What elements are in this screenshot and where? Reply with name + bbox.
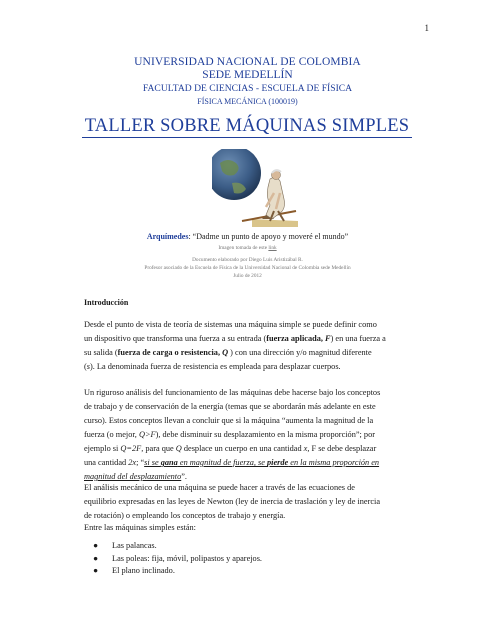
archimedes-illustration xyxy=(212,149,302,227)
p3-line-3: de rotación) o empleando los conceptos de trabajo y energía. xyxy=(84,511,286,520)
p2-line-1: Un riguroso análisis del funcionamiento de las máquinas debe hacerse bajo los conceptos xyxy=(84,388,381,397)
p3-line-1: El análisis mecánico de una máquina se puede hacer a través de las ecuaciones de xyxy=(84,483,355,492)
section-heading-introduccion: Introducción xyxy=(84,298,129,307)
intro-line-2: un dispositivo que transforma una fuerza a su entrada (fuerza aplicada, F) en una fuerza a xyxy=(84,334,386,343)
p2-line-3: curso). Estos conceptos llevan a concluir que si la máquina “aumenta la magnitud de la xyxy=(84,416,374,425)
intro-line-4: (s). La denominada fuerza de resistencia es empleada para desplazar cuerpos. xyxy=(84,362,341,371)
p3-line-2: equilibrio expresadas en las leyes de Newton (ley de inercia de traslación y ley de inercia xyxy=(84,497,381,506)
paragraph-intro xyxy=(84,318,425,374)
list-item: ● El plano inclinado. xyxy=(84,565,262,578)
p2-line-4: fuerza (o mejor, Q>F), debe disminuir su desplazamiento en la misma proporción”; por xyxy=(84,430,375,439)
sede-name: SEDE MEDELLÍN xyxy=(202,69,293,81)
date-line: Julio de 2012 xyxy=(233,273,262,279)
list-item: ● Las palancas. xyxy=(84,540,262,553)
image-credit-text: Imagen tomada de este xyxy=(218,245,269,251)
title-underline xyxy=(82,137,412,138)
bullet-icon: ● xyxy=(93,553,99,563)
image-credit-link[interactable]: link xyxy=(268,245,277,251)
paragraph-list-intro: Entre las máquinas simples están: xyxy=(84,523,196,532)
p2-line-2: de trabajo y de conservación de la energía (temas que se abordarán más adelante en este xyxy=(84,402,376,411)
author-line: Documento elaborado por Diego Luis Aristizábal R. xyxy=(192,257,303,263)
simple-machines-list xyxy=(84,540,262,578)
p2-line-7: magnitud del desplazamiento”. xyxy=(84,472,188,481)
document-header xyxy=(0,56,495,106)
caption-label: Arquímedes xyxy=(146,232,189,241)
university-name: UNIVERSIDAD NACIONAL DE COLOMBIA xyxy=(134,56,361,68)
intro-line-1: Desde el punto de vista de teoría de sistemas una máquina simple se puede definir como xyxy=(84,320,377,329)
faculty-name: FACULTAD DE CIENCIAS - ESCUELA DE FÍSICA xyxy=(142,83,353,94)
list-item: ● Las poleas: fija, móvil, polipastos y aparejos. xyxy=(84,553,262,566)
paragraph-analysis xyxy=(84,481,425,523)
bullet-icon: ● xyxy=(93,566,99,575)
document-title: TALLER SOBRE MÁQUINAS SIMPLES xyxy=(84,116,410,136)
course-name: FÍSICA MECÁNICA (100019) xyxy=(197,97,298,106)
intro-line-3: su salida (fuerza de carga o resistencia, Q ) con una dirección y/o magnitud diferente xyxy=(84,348,372,357)
paragraph-energy xyxy=(84,386,425,484)
figure-caption xyxy=(0,232,495,241)
bullet-icon: ● xyxy=(93,541,99,550)
p2-line-5: ejemplo si Q=2F, para que Q desplace un cuerpo en una cantidad x, F se debe desplazar xyxy=(84,444,377,453)
page-number: 1 xyxy=(424,23,429,33)
caption-quote: : “Dadme un punto de apoyo y moveré el mundo” xyxy=(188,232,349,241)
affiliation-line: Profesor asociado de la Escuela de Física de la Universidad Nacional de Colombia sede Medellín xyxy=(144,265,351,271)
image-credit xyxy=(0,245,495,251)
p2-line-6: una cantidad 2x; “si se gana en magnitud de fuerza, se pierde en la misma proporción en xyxy=(84,458,380,467)
